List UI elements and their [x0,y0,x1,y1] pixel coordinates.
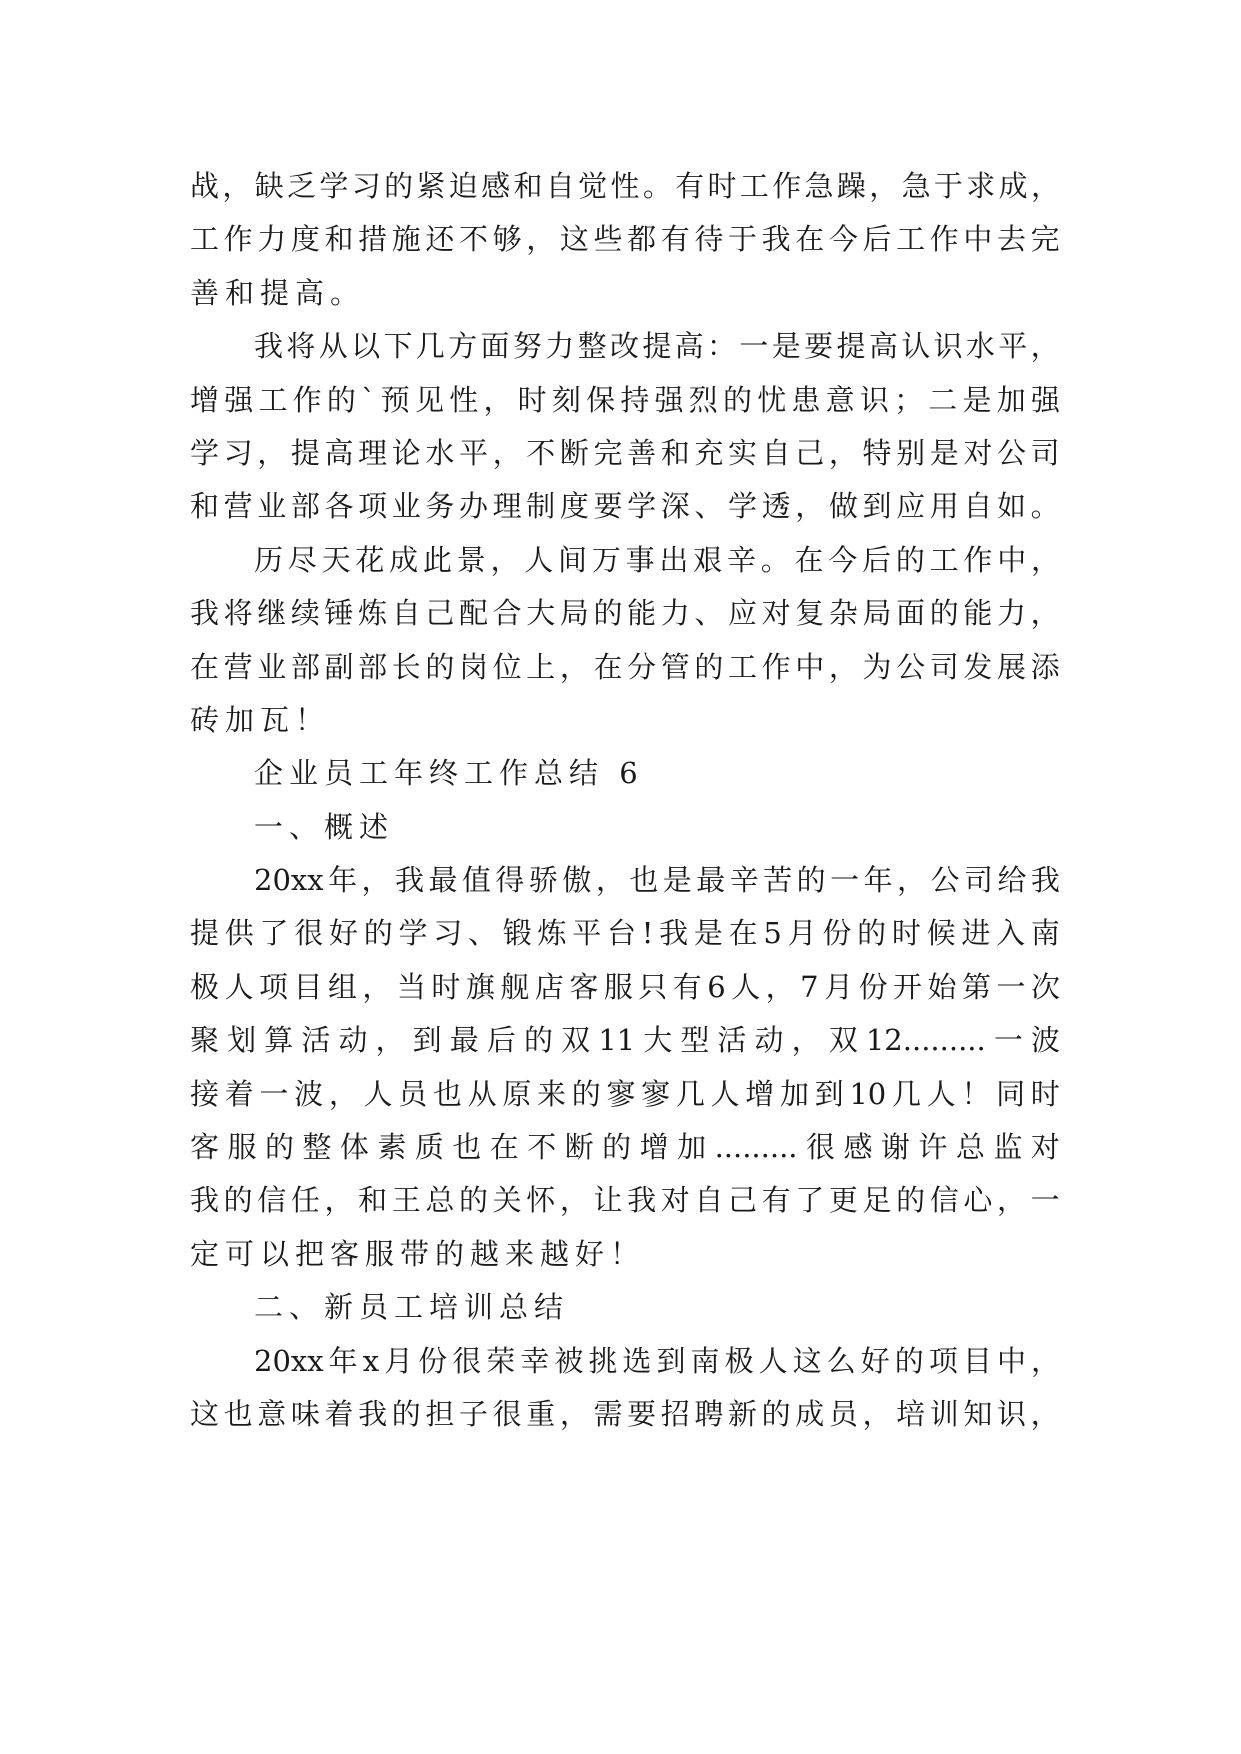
text-line: 战 ， 缺 乏 学 习 的 紧 迫 感 和 自 觉 性 。 有 时 工 作 急 躁 ， 急 于 求 成 ， [190,169,1060,203]
text-line: 学 习 ， 提 高 理 论 水 平 ， 不 断 完 善 和 充 实 自 己 ， 特 别 是 对 公 司 [190,435,1060,470]
text-line: 和 营 业 部 各 项 业 务 办 理 制 度 要 学 深 、 学 透 ， 做 到 应 用 自 如 。 [190,489,1060,524]
text-line: 我 的 信 任 ， 和 王 总 的 关 怀 ， 让 我 对 自 己 有 了 更 足 的 信 心 ， 一 [190,1183,1060,1218]
text-line: 提 供 了 很 好 的 学 习 、 锻 炼 平 台 ! 我 是 在 5 月 份 的 时 候 进 入 南 [190,916,1060,951]
text-line: 20xx 年 x 月 份 很 荣 幸 被 挑 选 到 南 极 人 这 么 好 的 项 目 中 ， [254,1343,1060,1378]
text-line: 我 将 从 以 下 几 方 面 努 力 整 改 提 高 ： 一 是 要 提 高 认 识 水 平 ， [254,329,1060,364]
document-body [190,160,1060,1441]
text-line: 二、新员工培训总结 [254,1290,570,1325]
text-line: 砖加瓦！ [190,702,331,737]
text-line: 聚 划 算 活 动 ， 到 最 后 的 双 11 大 型 活 动 ， 双 12......... 一 波 [190,1023,1060,1058]
text-line: 20xx 年 ， 我 最 值 得 骄 傲 ， 也 是 最 辛 苦 的 一 年 ， 公 司 给 我 [254,863,1060,898]
text-line: 历 尽 天 花 成 此 景 ， 人 间 万 事 出 艰 辛 。 在 今 后 的 工 作 中 ， [254,542,1060,577]
text-line: 接 着 一 波 ， 人 员 也 从 原 来 的 寥 寥 几 人 增 加 到 10 几 人 ！ 同 时 [190,1076,1060,1111]
text-line: 工 作 力 度 和 措 施 还 不 够 ， 这 些 都 有 待 于 我 在 今 后 工 作 中 去 完 [190,222,1060,257]
text-line: 企业员工年终工作总结 6 [254,756,644,791]
text-line: 极 人 项 目 组 ， 当 时 旗 舰 店 客 服 只 有 6 人 ， 7 月 份 开 始 第 一 次 [190,969,1060,1004]
text-line: 这 也 意 味 着 我 的 担 子 很 重 ， 需 要 招 聘 新 的 成 员 ， 培 训 知 识 ， [190,1396,1060,1431]
text-line: 增 强 工 作 的 ` 预 见 性 ， 时 刻 保 持 强 烈 的 忧 患 意 识 ； 二 是 加 强 [190,382,1060,417]
text-line: 一、概述 [254,809,395,844]
text-line: 我 将 继 续 锤 炼 自 己 配 合 大 局 的 能 力 、 应 对 复 杂 局 面 的 能 力 ， [190,596,1060,631]
text-line: 善和提高。 [190,275,366,310]
text-line: 在 营 业 部 副 部 长 的 岗 位 上 ， 在 分 管 的 工 作 中 ， 为 公 司 发 展 添 [190,649,1060,684]
text-line: 客 服 的 整 体 素 质 也 在 不 断 的 增 加 ......... 很 感 谢 许 总 监 对 [190,1130,1060,1165]
text-line: 定可以把客服带的越来越好！ [190,1236,646,1271]
